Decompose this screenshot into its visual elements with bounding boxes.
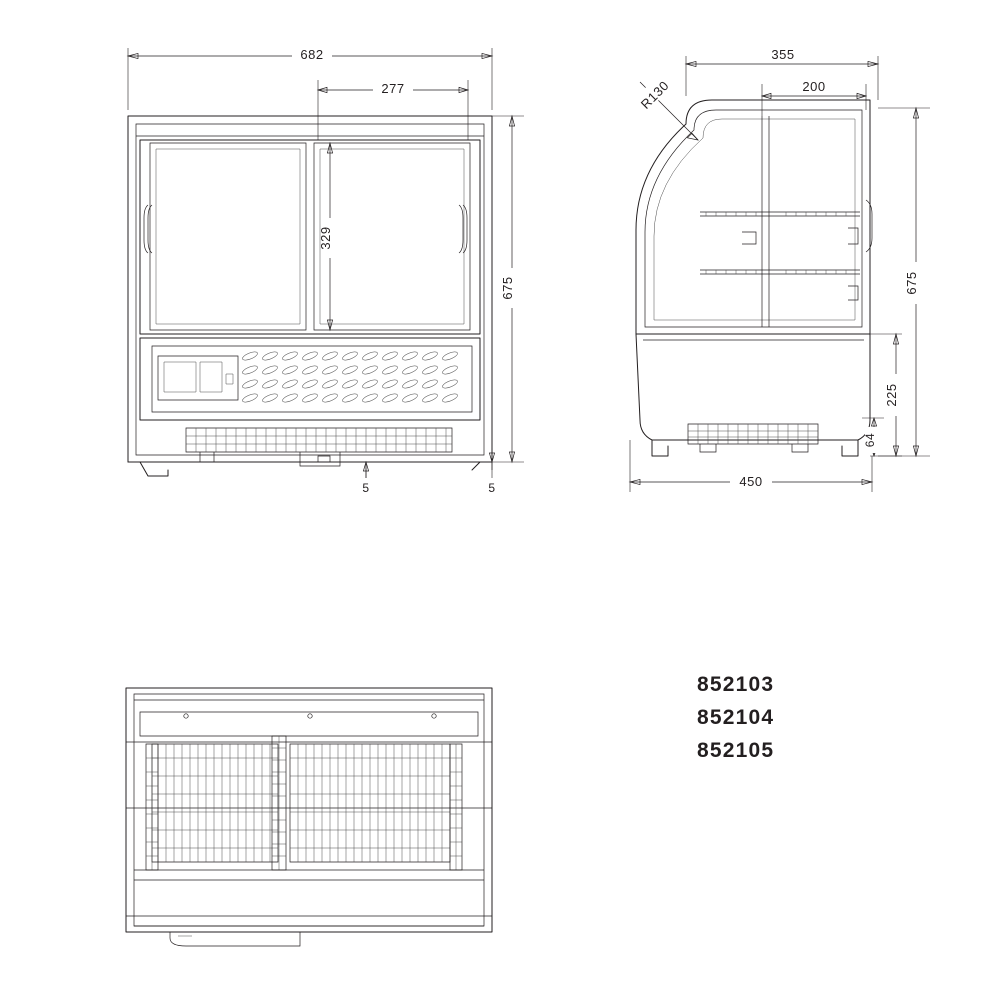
dim-label-675-front: 675 — [500, 276, 515, 300]
model-code-852103: 852103 — [697, 673, 775, 696]
dim-5-left — [356, 462, 376, 496]
dim-label-5-left: 5 — [362, 481, 370, 495]
dim-label-329: 329 — [318, 226, 333, 250]
dim-277 — [318, 79, 468, 140]
dim-329 — [318, 143, 339, 330]
dim-label-675-side: 675 — [904, 271, 919, 295]
dim-R130 — [633, 71, 698, 140]
dim-label-682: 682 — [300, 47, 324, 62]
dim-label-64: 64 — [863, 432, 877, 448]
model-code-852104: 852104 — [697, 706, 775, 729]
model-code-852105: 852105 — [697, 739, 775, 762]
vent-grille — [241, 350, 458, 404]
dim-label-277: 277 — [381, 81, 405, 96]
front-elevation-view — [128, 45, 524, 496]
dim-label-450: 450 — [739, 474, 763, 489]
dim-355 — [686, 45, 878, 100]
dim-5-right — [482, 448, 502, 496]
dim-64 — [862, 418, 884, 456]
dim-label-225: 225 — [884, 383, 899, 407]
dim-675-front — [492, 116, 524, 462]
model-code-list — [697, 668, 917, 767]
dim-450 — [630, 440, 872, 492]
dim-label-200: 200 — [802, 79, 826, 94]
side-elevation-view — [630, 45, 930, 492]
dim-label-R130: R130 — [637, 77, 672, 112]
dim-label-5-right: 5 — [488, 481, 496, 495]
dim-label-355: 355 — [771, 47, 795, 62]
dim-682 — [128, 45, 492, 110]
top-plan-view — [126, 688, 492, 946]
